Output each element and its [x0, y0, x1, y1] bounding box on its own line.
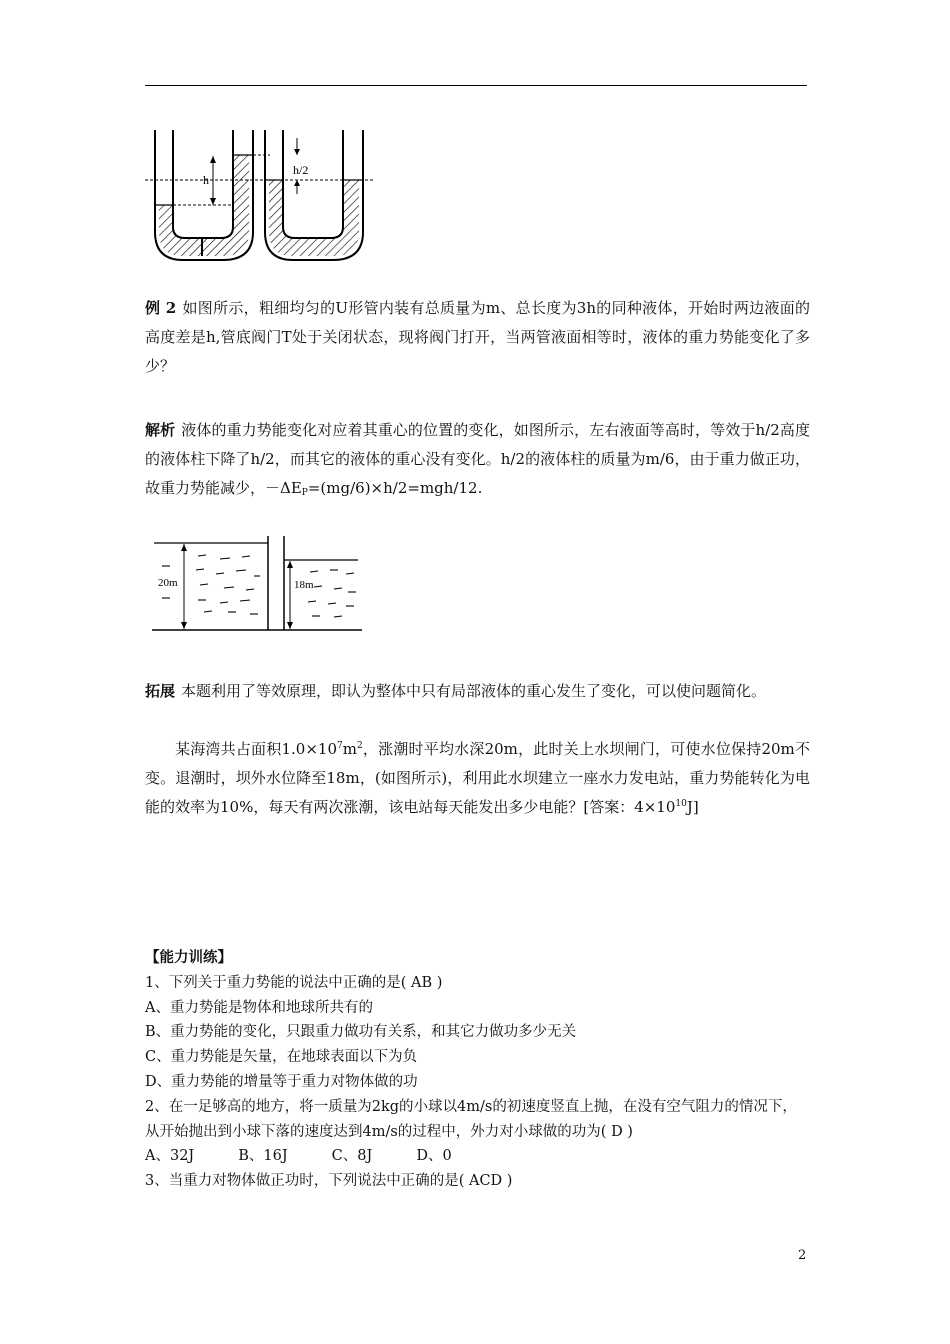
problem-text-b: m: [342, 740, 357, 758]
extension-text: 本题利用了等效原理，即认为整体中只有局部液体的重心发生了变化，可以使问题简化。: [181, 682, 767, 700]
header-rule: [145, 85, 807, 86]
q1-option-c: C、重力势能是矢量，在地球表面以下为负: [145, 1049, 418, 1066]
right-depth-label: 18m: [294, 579, 314, 591]
problem-text-a: 某海湾共占面积1.0×10: [175, 740, 337, 758]
q2-options: [145, 1144, 810, 1169]
q1-option-a: A、重力势能是物体和地球所共有的: [145, 999, 373, 1016]
analysis-tail: =(mg/6)×h/2=mgh/12.: [307, 479, 483, 497]
problem-text-d: J]: [686, 798, 699, 816]
problem-text-c: ，涨潮时平均水深20m，此时关上水坝闸门，可使水位保持20m不变。退潮时，坝外水位降至18m，(如图所示)，利用此水坝建立一座水力发电站，重力势能转化为电能的效率为10%，每天有两次涨潮，该电站每天能发出多少电能？[答案：4×10: [145, 740, 810, 816]
analysis-label: 解析: [145, 421, 176, 439]
u-tube-figure: [145, 122, 375, 267]
q2-option-b: B、16J: [238, 1148, 288, 1165]
h-label: h: [203, 173, 209, 187]
left-depth-label: 20m: [158, 577, 178, 589]
problem-sup-1: 7: [336, 741, 343, 751]
question-3: 3、当重力对物体做正功时，下列说法中正确的是( ACD ): [145, 1173, 513, 1190]
training-heading: 【能力训练】: [145, 949, 232, 966]
q2-option-c: C、8J: [331, 1148, 373, 1165]
example2-text: 如图所示，粗细均匀的U形管内装有总质量为m、总长度为3h的同种液体，开始时两边液面的高度差是h,管底阀门T处于关闭状态，现将阀门打开，当两管液面相等时，液体的重力势能变化了多少？: [145, 299, 810, 375]
half-h-label: h/2: [293, 163, 309, 177]
question-2: 2、在一足够高的地方，将一质量为2kg的小球以4m/s的初速度竖直上抛，在没有空气阻力的情况下，从开始抛出到小球下落的速度达到4m/s的过程中，外力对小球做的功为( D ): [145, 1098, 797, 1140]
q2-option-d: D、0: [416, 1148, 452, 1165]
analysis-paragraph: [145, 416, 810, 503]
extension-label: 拓展: [145, 682, 176, 700]
analysis-sub: P: [301, 488, 308, 498]
dam-figure: [150, 532, 365, 638]
page-number: 2: [798, 1248, 807, 1263]
analysis-text: 液体的重力势能变化对应着其重心的位置的变化，如图所示，左右液面等高时，等效于h/2高度的液体柱下降了h/2，而其它的液体的重心没有变化。h/2的液体柱的质量为m/6，由于重力做正功，故重力势能减少，－ΔE: [145, 421, 810, 497]
q1-option-d: D、重力势能的增量等于重力对物体做的功: [145, 1073, 418, 1090]
q1-option-b: B、重力势能的变化，只跟重力做功有关系，和其它力做功多少无关: [145, 1024, 577, 1041]
example2-label: 例 2: [145, 299, 177, 317]
q2-option-a: A、32J: [145, 1148, 195, 1165]
problem-sup-3: 10: [675, 799, 687, 809]
extension-paragraph: [145, 677, 810, 706]
problem-sup-2: 2: [356, 741, 363, 751]
training-section: [145, 946, 810, 1194]
extension-problem: [145, 735, 810, 822]
example2-paragraph: [145, 294, 810, 381]
question-1: 1、下列关于重力势能的说法中正确的是( AB ): [145, 974, 443, 991]
